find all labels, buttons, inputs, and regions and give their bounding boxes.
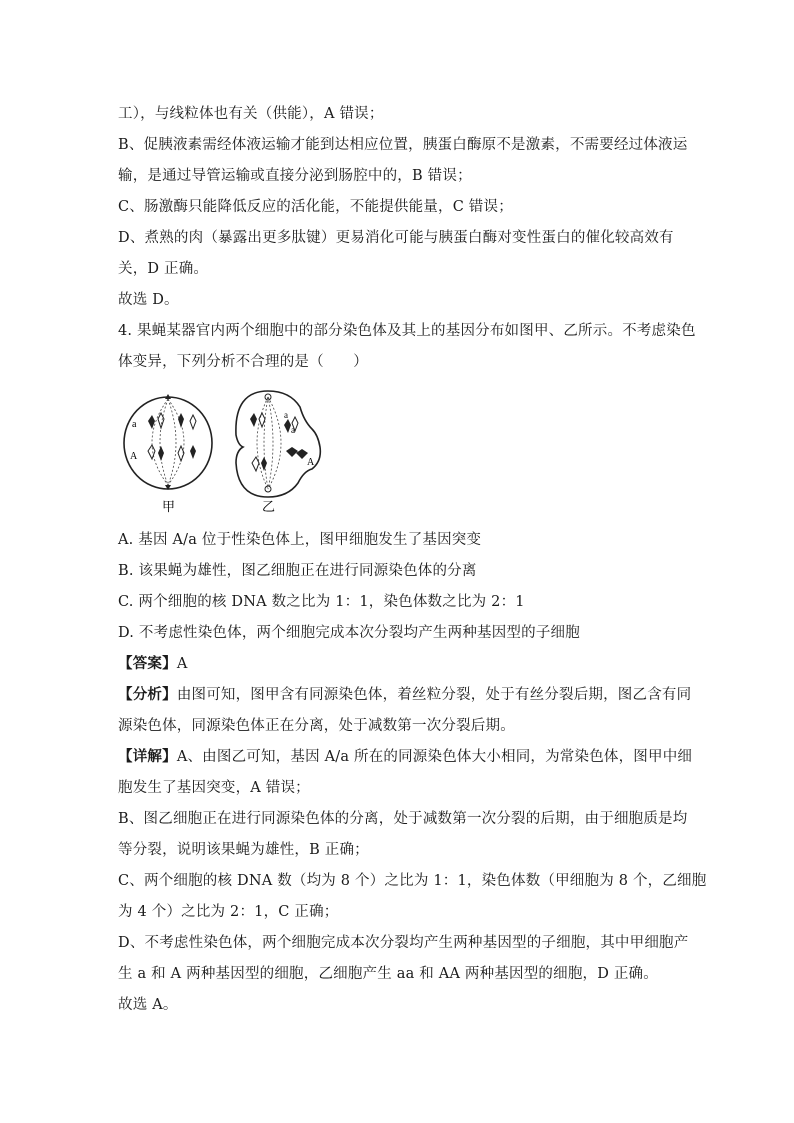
gene-label: A [307, 457, 315, 468]
question-stem: 体变异，下列分析不合理的是（ ） [118, 354, 368, 370]
analysis-tag: 【分析】 [118, 686, 177, 703]
text-line: 关，D 正确。 [118, 261, 209, 277]
gene-label: a [284, 410, 288, 420]
gene-label: a [132, 419, 137, 430]
detail-text: B、图乙细胞正在进行同源染色体的分离，处于减数第一次分裂的后期，由于细胞质是均 [118, 811, 688, 827]
question-stem: 4. 果蝇某器官内两个细胞中的部分染色体及其上的基因分布如图甲、乙所示。不考虑染色 [118, 323, 696, 339]
option-a: A. 基因 A/a 位于性染色体上，图甲细胞发生了基因突变 [118, 532, 482, 548]
cell-diagram [118, 385, 338, 517]
detail-tag: 【详解】 [118, 748, 177, 765]
text-line: 输，是通过导管运输或直接分泌到肠腔中的，B 错误； [118, 168, 472, 184]
text-line: B、促胰液素需经体液运输才能到达相应位置，胰蛋白酶原不是激素，不需要经过体液运 [118, 137, 688, 153]
detail-text: D、不考虑性染色体，两个细胞完成本次分裂均产生两种基因型的子细胞，其中甲细胞产 [118, 935, 689, 951]
answer-value: A [176, 656, 188, 672]
gene-label: a [291, 425, 295, 435]
detail-text: C、两个细胞的核 DNA 数（均为 8 个）之比为 1：1，染色体数（甲细胞为 8 个，乙细胞 [118, 873, 707, 889]
detail-text: 生 a 和 A 两种基因型的细胞，乙细胞产生 aa 和 AA 两种基因型的细胞，D 正确。 [118, 966, 658, 982]
text-line: 故选 D。 [118, 292, 179, 308]
detail-text: 胞发生了基因突变，A 错误； [118, 780, 310, 796]
analysis-text: 源染色体，同源染色体正在分离，处于减数第一次分裂后期。 [118, 718, 515, 734]
detail-text: 为 4 个）之比为 2：1，C 正确； [118, 904, 339, 920]
text-line: D、煮熟的肉（暴露出更多肽键）更易消化可能与胰蛋白酶对变性蛋白的催化较高效有 [118, 230, 674, 246]
figure-label-jia: 甲 [162, 500, 176, 515]
analysis-text: 由图可知，图甲含有同源染色体，着丝粒分裂，处于有丝分裂后期，图乙含有同 [176, 687, 692, 703]
text-line: 工），与线粒体也有关（供能），A 错误； [118, 106, 384, 122]
figure-label-yi: 乙 [262, 500, 276, 515]
detail-text: 等分裂，说明该果蝇为雄性，B 正确； [118, 842, 369, 858]
answer-line [118, 654, 187, 674]
answer-tag: 【答案】 [118, 655, 177, 672]
detail-text: A、由图乙可知，基因 A/a 所在的同源染色体大小相同，为常染色体，图甲中细 [176, 749, 693, 765]
option-d: D. 不考虑性染色体，两个细胞完成本次分裂均产生两种基因型的子细胞 [118, 625, 580, 641]
gene-label: A [130, 451, 138, 462]
cell-yi [236, 391, 320, 515]
option-c: C. 两个细胞的核 DNA 数之比为 1：1，染色体数之比为 2：1 [118, 594, 525, 610]
detail-line [118, 747, 692, 767]
cell-division-figure [118, 385, 338, 517]
cell-jia [124, 394, 212, 515]
option-b: B. 该果蝇为雄性，图乙细胞正在进行同源染色体的分离 [118, 563, 477, 579]
detail-text: 故选 A。 [118, 997, 178, 1013]
analysis-line [118, 685, 691, 705]
text-line: C、肠激酶只能降低反应的活化能，不能提供能量，C 错误； [118, 199, 513, 215]
